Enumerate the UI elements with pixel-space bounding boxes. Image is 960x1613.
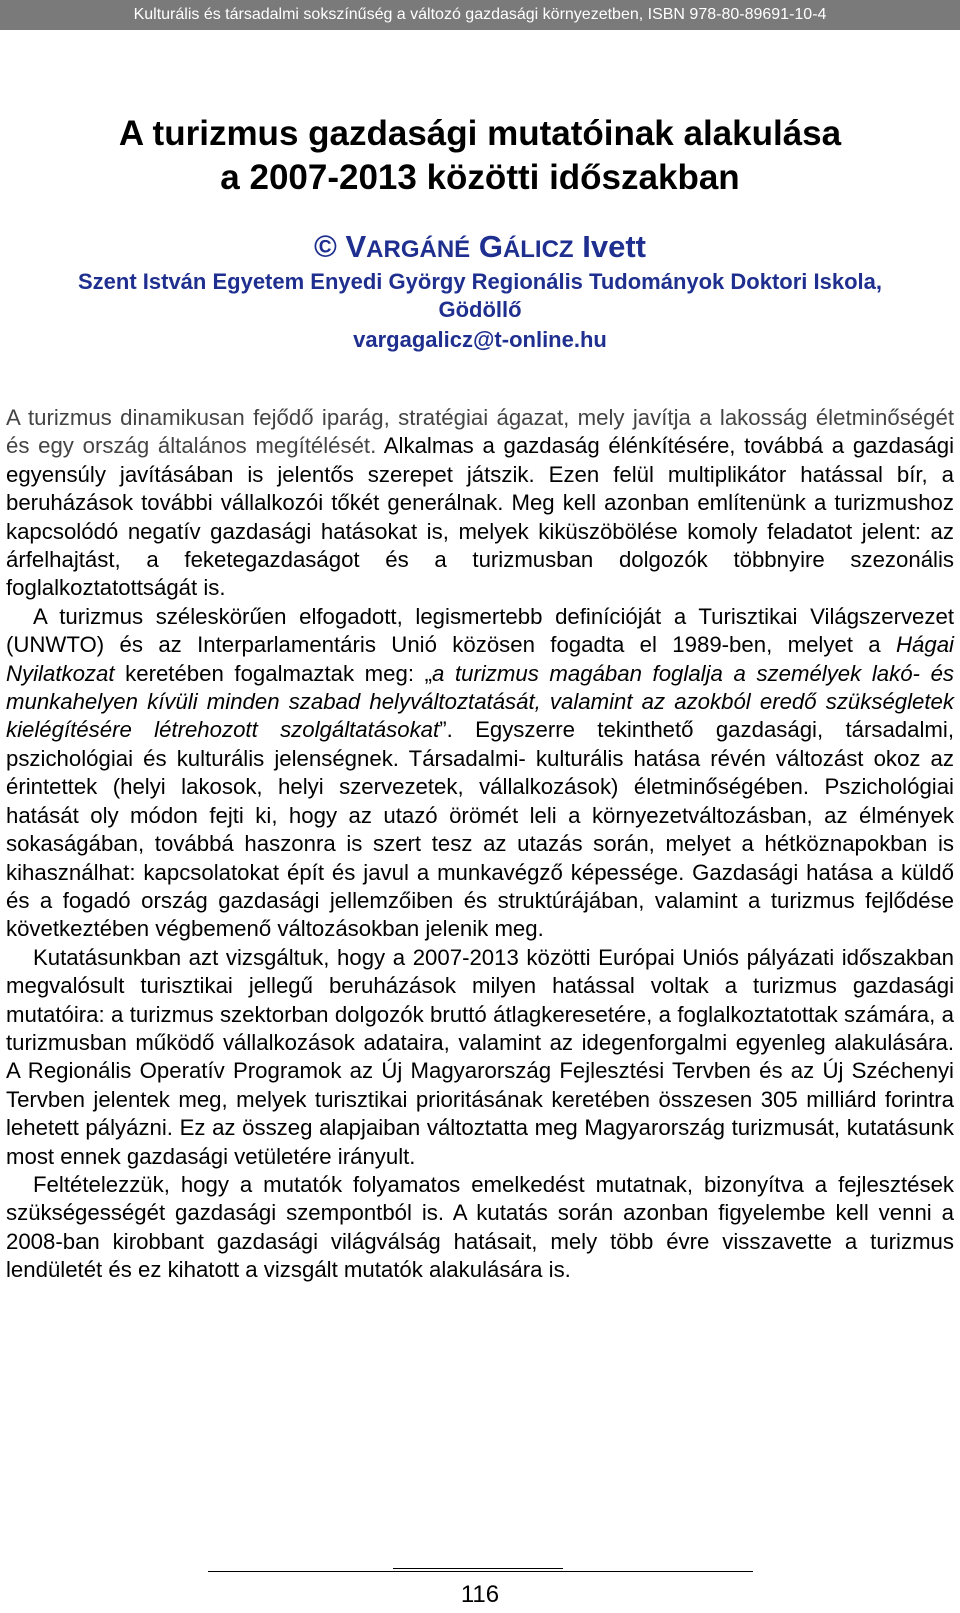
copyright-symbol: © [314, 229, 337, 264]
paragraph-2 [6, 603, 954, 944]
abstract-body [6, 404, 954, 1285]
paragraph-4: Feltételezzük, hogy a mutatók folyamatos emelkedést mutatnak, bizonyítva a fejlesztések szükségességét gazdasági szempontból is. A kutatás során azonban figyelembe kell venni a 2008-ban kirobbant gazdasági világválság hatásait, mely több évre visszavette a turizmus lendületét és ez kihatott a vizsgált mutatók alakulására is. [6, 1171, 954, 1283]
author-email-link[interactable]: vargagalicz@t-online.hu [353, 327, 607, 352]
paragraph-1-lead: A turizmus dinamikusan fejődő iparág, stratégiai ágazat, mely javítja a lakosság életminőségét és egy ország általános megítélését. [6, 405, 954, 459]
author-first-name: Ivett [582, 229, 646, 264]
affiliation-line-2: Gödöllő [438, 297, 522, 322]
page-number: 116 [460, 1581, 500, 1608]
running-header: Kulturális és társadalmi sokszínűség a változó gazdasági környezetben, ISBN 978-80-89691-10-4 [0, 0, 960, 30]
paper-title [0, 112, 960, 200]
paragraph-2-part-b: keretében fogalmaztak meg: „ [114, 660, 433, 686]
footer-rule [208, 1571, 753, 1572]
paragraph-2-italic-1: Hágai Nyilatkozat [6, 632, 954, 686]
paragraph-2-italic-2: a turizmus magában foglalja a személyek lakó- és munkahelyen kívüli minden szabad helyváltoztatását, valamint az azokból eredő szükségletek kielégítésére létrehozott szolgáltatásokat [6, 660, 955, 743]
title-line-1: A turizmus gazdasági mutatóinak alakulása [118, 114, 842, 153]
author-name [0, 228, 960, 269]
paragraph-2-part-c: ”. Egyszerre tekinthető gazdasági, társadalmi, pszichológiai és kulturális jelenségnek. Társadalmi- kulturális hatása révén változást okoz az érintettek (helyi lakosok, helyi szervezetek, vállalkozások) életminőségében. Pszichológiai hatását oly módon fejti ki, hogy az utazó örömét leli a környezetváltozásban, az élmények sokaságában, továbbá haszonra is szert tesz az utazás során, melyet a hétköznapokban is kihasználhat: kapcsolatokat épít és javul a munkavégző képessége. Gazdasági hatása a küldő és a fogadó ország gazdasági jellemzőiben és struktúrájában, valamint a turizmus fejlődése következtében végbemenő változásokban jelenik meg. [6, 717, 954, 942]
author-surname-initial-g: G [478, 229, 503, 264]
paragraph-2-part-a: A turizmus széleskörűen elfogadott, legismertebb definícióját a Turisztikai Világszervezet (UNWTO) és az Interparlamentáris Unió közösen fogadta el 1989-ben, melyet a [6, 603, 954, 658]
affiliation-line-1: Szent István Egyetem Enyedi György Regionális Tudományok Doktori Iskola, [77, 269, 882, 294]
paragraph-3: Kutatásunkban azt vizsgáltuk, hogy a 2007-2013 közötti Európai Uniós pályázati időszakban megvalósult turisztikai jellegű beruházások milyen hatással voltak a turizmus gazdasági mutatóira: a turizmus szektorban dolgozók bruttó átlagkeresetére, a foglalkoztatottak számára, a turizmusban működő vállalkozások adataira, valamint az idegenforgalmi egyenleg alakulására. A Regionális Operatív Programok az Új Magyarország Fejlesztési Tervben és az Új Széchenyi Tervben jelentek meg, melyek turisztikai prioritásának keretében összesen 305 milliárd forintra lehetett pályázni. Ez az összeg alapjaiban változtatta meg Magyarország turizmusát, kutatásunk most ennek gazdasági vetületére irányult. [6, 944, 954, 1169]
author-surname-rest-g: ÁLICZ [502, 236, 574, 263]
author-surname-initial-v: V [345, 229, 367, 264]
author-affiliation [0, 268, 960, 324]
paragraph-1 [6, 404, 954, 603]
title-line-2: a 2007-2013 közötti időszakban [220, 158, 740, 197]
author-surname-rest-v: ARGÁNÉ [366, 236, 471, 263]
paragraph-1-rest: Alkalmas a gazdaság élénkítésére, továbbá a gazdasági egyensúly javításában is jelentős szerepet játszik. Ezen felül multiplikátor hatással bír, a beruházások további vállalkozói tőkét generálnak. Meg kell azonban említenünk a turizmushoz kapcsolódó negatív gazdasági hatásokat is, melyek kiküszöbölése komoly feladatot jelent: az árfelhajtást, a feketegazdaságot és a turizmusban dolgozók többnyire szezonális foglalkoztatottságát is. [6, 433, 954, 601]
footer-rule-upper [393, 1568, 563, 1569]
